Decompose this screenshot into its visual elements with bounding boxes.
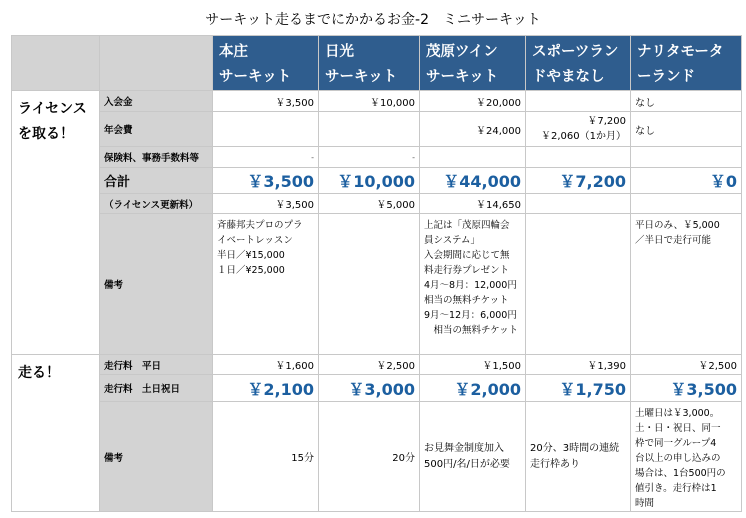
cell: ￥7,200 <box>526 168 631 194</box>
note-mobara: 上記は「茂原四輪会 員システム」 入会期間に応じて無 料走行券プレゼント 4月～8月：12,000円 相当の無料チケット 9月～12月：6,000円 相当の無料チケット <box>420 214 526 355</box>
cell: ￥3,500 <box>213 91 319 112</box>
cell <box>420 147 526 168</box>
label-total: 合計 <box>100 168 213 194</box>
cell <box>526 91 631 112</box>
note-honjo: 斉藤邦夫プロのプラ イベートレッスン 半日／¥15,000 １日／¥25,000 <box>213 214 319 355</box>
cell: ￥2,100 <box>213 375 319 402</box>
cell <box>526 147 631 168</box>
note-honjo-run: 15分 <box>213 402 319 512</box>
cell <box>213 112 319 147</box>
cell: ￥0 <box>631 168 742 194</box>
cell: ￥1,600 <box>213 355 319 375</box>
header-empty-2 <box>100 36 213 91</box>
cell: なし <box>631 112 742 147</box>
cell <box>526 214 631 355</box>
label-entry-fee: 入会金 <box>100 91 213 112</box>
cell: ￥2,500 <box>631 355 742 375</box>
cell: ￥1,750 <box>526 375 631 402</box>
cell: なし <box>631 91 742 112</box>
page-title: サーキット走るまでにかかるお金-2 ミニサーキット <box>205 12 541 28</box>
header-empty-1 <box>12 36 100 91</box>
cell: ￥3,000 <box>319 375 420 402</box>
cell: ￥20,000 <box>420 91 526 112</box>
note-narita: 平日のみ、￥5,000 ／半日で走行可能 <box>631 214 742 355</box>
header-nikko: 日光 サーキット <box>319 36 420 91</box>
label-insurance: 保険料、事務手数料等 <box>100 147 213 168</box>
note-yamanashi-run: 20分、3時間の連続 走行枠あり <box>526 402 631 512</box>
cell: ￥3,500 <box>631 375 742 402</box>
cell: ￥3,500 <box>213 168 319 194</box>
header-mobara: 茂原ツイン サーキット <box>420 36 526 91</box>
cell: - <box>213 147 319 168</box>
note-nikko-run: 20分 <box>319 402 420 512</box>
label-weekend: 走行料 土日祝日 <box>100 375 213 402</box>
cell <box>319 214 420 355</box>
note-narita-run: 土曜日は￥3,000。 土・日・祝日、同一 枠で同一グループ4 台以上の申し込みの 場合は、1台500円の 値引き。走行枠は1 時間 <box>631 402 742 512</box>
cell: ￥3,500 <box>213 194 319 214</box>
header-narita: ナリタモータ ーランド <box>631 36 742 91</box>
section-run: 走る！ <box>12 355 100 512</box>
cell: - <box>319 147 420 168</box>
cell <box>631 194 742 214</box>
cell: ￥7,200 ￥2,060（1か月） <box>526 112 631 147</box>
cell: ￥24,000 <box>420 112 526 147</box>
label-annual-fee: 年会費 <box>100 112 213 147</box>
cell: ￥2,000 <box>420 375 526 402</box>
cell <box>319 112 420 147</box>
cell: ￥10,000 <box>319 91 420 112</box>
header-honjo: 本庄 サーキット <box>213 36 319 91</box>
cell: ￥2,500 <box>319 355 420 375</box>
cell: ￥5,000 <box>319 194 420 214</box>
header-yamanashi: スポーツラン ドやまなし <box>526 36 631 91</box>
label-weekday: 走行料 平日 <box>100 355 213 375</box>
cell <box>526 194 631 214</box>
label-renewal: （ライセンス更新料） <box>100 194 213 214</box>
section-license: ライセンス を取る！ <box>12 91 100 355</box>
cell: ￥1,500 <box>420 355 526 375</box>
note-mobara-run: お見舞金制度加入 500円/名/日が必要 <box>420 402 526 512</box>
label-notes: 備考 <box>100 214 213 355</box>
cell: ￥10,000 <box>319 168 420 194</box>
cell: ￥1,390 <box>526 355 631 375</box>
cell <box>631 147 742 168</box>
cost-table <box>11 35 742 512</box>
cell: ￥14,650 <box>420 194 526 214</box>
label-run-notes: 備考 <box>100 402 213 512</box>
cell: ￥44,000 <box>420 168 526 194</box>
